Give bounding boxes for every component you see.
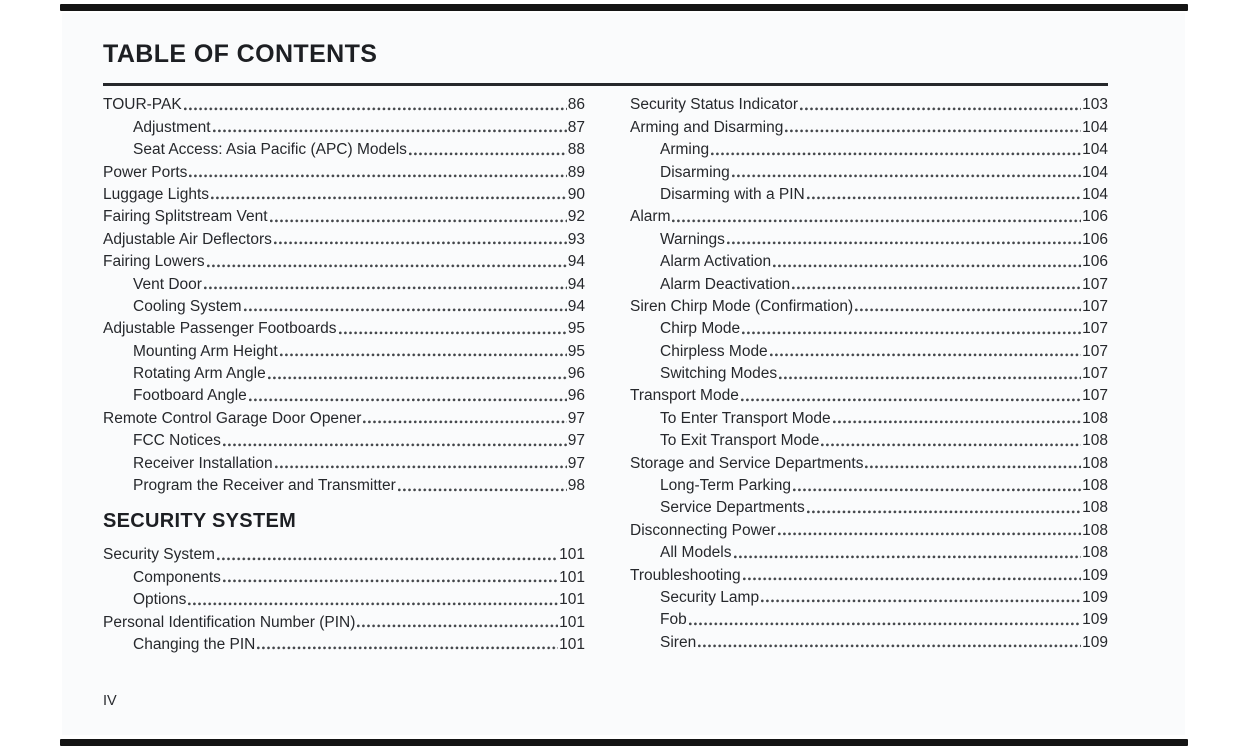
toc-entry-page: 95 [567, 320, 585, 338]
toc-dot-leader [734, 555, 1082, 559]
toc-entry-label: Security Status Indicator [630, 96, 798, 114]
toc-entry-page: 107 [1082, 297, 1108, 315]
toc-entry-label: FCC Notices [133, 432, 221, 450]
toc-entry-label: Chirp Mode [660, 320, 741, 338]
toc-entry [630, 541, 1108, 563]
toc-entry-label: Switching Modes [660, 365, 778, 383]
toc-entry-page: 94 [567, 275, 585, 293]
toc-entry [630, 384, 1108, 406]
toc-entry [630, 586, 1108, 608]
toc-entry-page: 104 [1082, 118, 1108, 136]
toc-entry-label: Vent Door [133, 275, 202, 293]
toc-dot-leader [770, 353, 1081, 357]
toc-dot-leader [207, 264, 567, 268]
toc-entry-label: Cooling System [133, 297, 242, 315]
toc-dot-leader [742, 331, 1081, 335]
page-scan-edge-top [60, 4, 1188, 11]
toc-section-heading: SECURITY SYSTEM [103, 510, 297, 533]
toc-entry [630, 608, 1108, 630]
toc-entry [103, 227, 585, 249]
toc-dot-leader [727, 241, 1081, 245]
toc-entry [103, 429, 585, 451]
toc-entry-page: 98 [567, 477, 585, 495]
toc-entry-page: 101 [559, 568, 585, 586]
toc-entry-label: Troubleshooting [630, 566, 741, 584]
toc-entry [103, 339, 585, 361]
toc-entry [630, 93, 1108, 115]
toc-dot-leader [773, 264, 1081, 268]
toc-entry-page: 96 [567, 387, 585, 405]
toc-entry-label: To Exit Transport Mode [660, 432, 820, 450]
toc-entry [103, 565, 585, 587]
toc-entry-page: 104 [1082, 141, 1108, 159]
toc-entry-page: 89 [567, 163, 585, 181]
toc-entry-label: TOUR-PAK [103, 96, 182, 114]
toc-dot-leader [865, 465, 1081, 469]
toc-entry-page: 101 [559, 613, 585, 631]
toc-dot-leader [741, 398, 1081, 402]
toc-entry-label: Mounting Arm Height [133, 342, 278, 360]
toc-columns [103, 93, 1108, 655]
page-title: TABLE OF CONTENTS [103, 40, 378, 68]
toc-entry [103, 205, 585, 227]
toc-entry-label: Security Lamp [660, 588, 760, 606]
toc-dot-leader [689, 622, 1081, 626]
toc-dot-leader [249, 398, 567, 402]
toc-entry [630, 362, 1108, 384]
toc-entry [103, 610, 585, 632]
toc-entry-label: Adjustable Passenger Footboards [103, 320, 337, 338]
toc-dot-leader [217, 557, 558, 561]
toc-dot-leader [268, 376, 567, 380]
toc-dot-leader [807, 510, 1081, 514]
toc-entry [103, 295, 585, 317]
toc-entry-label: Disarming with a PIN [660, 185, 805, 203]
toc-entry-page: 108 [1082, 477, 1108, 495]
toc-entry-label: Fob [660, 611, 687, 629]
toc-entry-label: Power Ports [103, 163, 188, 181]
toc-entry-label: Long-Term Parking [660, 477, 791, 495]
toc-entry [103, 362, 585, 384]
toc-entry-page: 107 [1082, 275, 1108, 293]
toc-entry-page: 109 [1082, 588, 1108, 606]
toc-entry [103, 384, 585, 406]
toc-entry-page: 92 [567, 208, 585, 226]
toc-entry [630, 563, 1108, 585]
toc-entry-label: Alarm [630, 208, 671, 226]
toc-dot-leader [778, 532, 1082, 536]
toc-entry [103, 138, 585, 160]
toc-entry-page: 106 [1082, 253, 1108, 271]
toc-entry-page: 97 [567, 454, 585, 472]
toc-entry [103, 115, 585, 137]
toc-dot-leader [409, 152, 567, 156]
toc-entry [630, 518, 1108, 540]
toc-entry-label: Disarming [660, 163, 730, 181]
toc-entry-label: Storage and Service Departments [630, 454, 864, 472]
toc-entry-page: 108 [1082, 454, 1108, 472]
toc-entry-page: 109 [1082, 611, 1108, 629]
toc-dot-leader [807, 196, 1081, 200]
toc-entry-page: 108 [1082, 521, 1108, 539]
toc-entry-page: 109 [1082, 566, 1108, 584]
toc-dot-leader [855, 308, 1081, 312]
toc-dot-leader [211, 196, 567, 200]
toc-entry [103, 272, 585, 294]
toc-entry [103, 183, 585, 205]
toc-dot-leader [357, 624, 558, 628]
toc-dot-leader [793, 488, 1081, 492]
toc-dot-leader [223, 443, 567, 447]
toc-entry-label: Adjustable Air Deflectors [103, 230, 272, 248]
toc-entry-label: All Models [660, 544, 732, 562]
toc-entry [630, 183, 1108, 205]
toc-dot-leader [204, 286, 567, 290]
toc-entry-page: 106 [1082, 230, 1108, 248]
toc-dot-leader [280, 353, 567, 357]
toc-entry [630, 317, 1108, 339]
toc-entry-label: Fairing Splitstream Vent [103, 208, 268, 226]
toc-entry-page: 108 [1082, 499, 1108, 517]
toc-entry [630, 138, 1108, 160]
toc-dot-leader [785, 129, 1081, 133]
toc-entry-page: 107 [1082, 365, 1108, 383]
toc-dot-leader [339, 331, 567, 335]
toc-entry [103, 93, 585, 115]
toc-entry-page: 86 [567, 96, 585, 114]
toc-entry-page: 107 [1082, 320, 1108, 338]
toc-entry-page: 107 [1082, 387, 1108, 405]
toc-entry [630, 474, 1108, 496]
toc-entry-page: 103 [1082, 96, 1108, 114]
toc-entry-page: 107 [1082, 342, 1108, 360]
title-divider-rule [103, 83, 1108, 86]
toc-dot-leader [244, 308, 567, 312]
toc-column-left [103, 93, 585, 655]
toc-entry-label: Siren [660, 633, 697, 651]
toc-entry-label: Security System [103, 546, 215, 564]
toc-entry-label: Siren Chirp Mode (Confirmation) [630, 297, 854, 315]
toc-entry [630, 160, 1108, 182]
toc-entry [103, 317, 585, 339]
toc-dot-leader [821, 443, 1081, 447]
toc-entry [630, 115, 1108, 137]
toc-entry-page: 106 [1082, 208, 1108, 226]
toc-entry-label: Rotating Arm Angle [133, 365, 266, 383]
toc-entry-page: 108 [1082, 409, 1108, 427]
toc-entry [630, 451, 1108, 473]
toc-entry-label: Changing the PIN [133, 635, 256, 653]
toc-entry-page: 97 [567, 409, 585, 427]
toc-entry-label: Warnings [660, 230, 725, 248]
toc-dot-leader [270, 219, 567, 223]
toc-entry-page: 88 [567, 141, 585, 159]
toc-entry [103, 406, 585, 428]
toc-dot-leader [761, 599, 1081, 603]
toc-entry [103, 633, 585, 655]
toc-entry [103, 451, 585, 473]
toc-entry-label: Receiver Installation [133, 454, 273, 472]
toc-dot-leader [275, 465, 567, 469]
toc-dot-leader [779, 376, 1081, 380]
toc-dot-leader [274, 241, 567, 245]
toc-entry-label: Seat Access: Asia Pacific (APC) Models [133, 141, 407, 159]
toc-entry [630, 339, 1108, 361]
toc-entry-label: Options [133, 591, 187, 609]
toc-entry-label: Chirpless Mode [660, 342, 768, 360]
page-scan-edge-bottom [60, 739, 1188, 746]
toc-entry-page: 94 [567, 297, 585, 315]
toc-entry [630, 630, 1108, 652]
toc-entry-page: 101 [559, 635, 585, 653]
footer-page-number: IV [103, 693, 117, 709]
toc-entry [630, 205, 1108, 227]
toc-dot-leader [223, 579, 558, 583]
toc-entry-label: Adjustment [133, 118, 211, 136]
toc-dot-leader [363, 420, 566, 424]
toc-dot-leader [800, 107, 1081, 111]
toc-entry-page: 96 [567, 365, 585, 383]
toc-entry-label: Fairing Lowers [103, 253, 205, 271]
toc-entry-label: Components [133, 568, 221, 586]
toc-entry [630, 429, 1108, 451]
toc-entry-label: Luggage Lights [103, 185, 210, 203]
toc-entry-page: 94 [567, 253, 585, 271]
toc-entry-label: Footboard Angle [133, 387, 247, 405]
toc-dot-leader [184, 107, 567, 111]
toc-dot-leader [398, 488, 567, 492]
toc-dot-leader [792, 286, 1081, 290]
toc-dot-leader [698, 644, 1081, 648]
toc-entry-label: Service Departments [660, 499, 805, 517]
toc-entry-label: To Enter Transport Mode [660, 409, 831, 427]
toc-dot-leader [743, 577, 1082, 581]
toc-entry-label: Transport Mode [630, 387, 739, 405]
toc-entry-label: Arming [660, 141, 710, 159]
toc-entry-page: 104 [1082, 163, 1108, 181]
toc-entry-label: Alarm Activation [660, 253, 772, 271]
toc-entry-label: Alarm Deactivation [660, 275, 791, 293]
toc-entry-page: 97 [567, 432, 585, 450]
toc-entry-label: Remote Control Garage Door Opener [103, 409, 362, 427]
toc-entry [630, 227, 1108, 249]
toc-entry-page: 90 [567, 185, 585, 203]
toc-entry-page: 108 [1082, 544, 1108, 562]
toc-dot-leader [257, 646, 558, 650]
toc-dot-leader [213, 129, 567, 133]
toc-entry-label: Disconnecting Power [630, 521, 776, 539]
toc-entry [630, 272, 1108, 294]
toc-entry [630, 496, 1108, 518]
toc-dot-leader [672, 219, 1081, 223]
toc-entry [103, 250, 585, 272]
toc-entry-page: 101 [559, 591, 585, 609]
document-page [62, 13, 1185, 735]
toc-entry-label: Personal Identification Number (PIN) [103, 613, 356, 631]
toc-dot-leader [711, 152, 1081, 156]
toc-entry-page: 104 [1082, 185, 1108, 203]
toc-entry-page: 87 [567, 118, 585, 136]
toc-dot-leader [188, 602, 558, 606]
toc-entry-page: 93 [567, 230, 585, 248]
toc-entry-page: 108 [1082, 432, 1108, 450]
toc-entry-page: 101 [559, 546, 585, 564]
toc-column-right [630, 93, 1108, 655]
toc-entry [630, 250, 1108, 272]
toc-entry-label: Program the Receiver and Transmitter [133, 477, 396, 495]
toc-entry [630, 295, 1108, 317]
toc-entry [103, 160, 585, 182]
toc-dot-leader [732, 174, 1081, 178]
toc-dot-leader [189, 174, 566, 178]
toc-entry-page: 109 [1082, 633, 1108, 651]
toc-dot-leader [833, 420, 1082, 424]
toc-entry [103, 588, 585, 610]
toc-entry-page: 95 [567, 342, 585, 360]
toc-entry-label: Arming and Disarming [630, 118, 784, 136]
toc-entry [630, 406, 1108, 428]
toc-entry [103, 543, 585, 565]
toc-entry [103, 474, 585, 496]
